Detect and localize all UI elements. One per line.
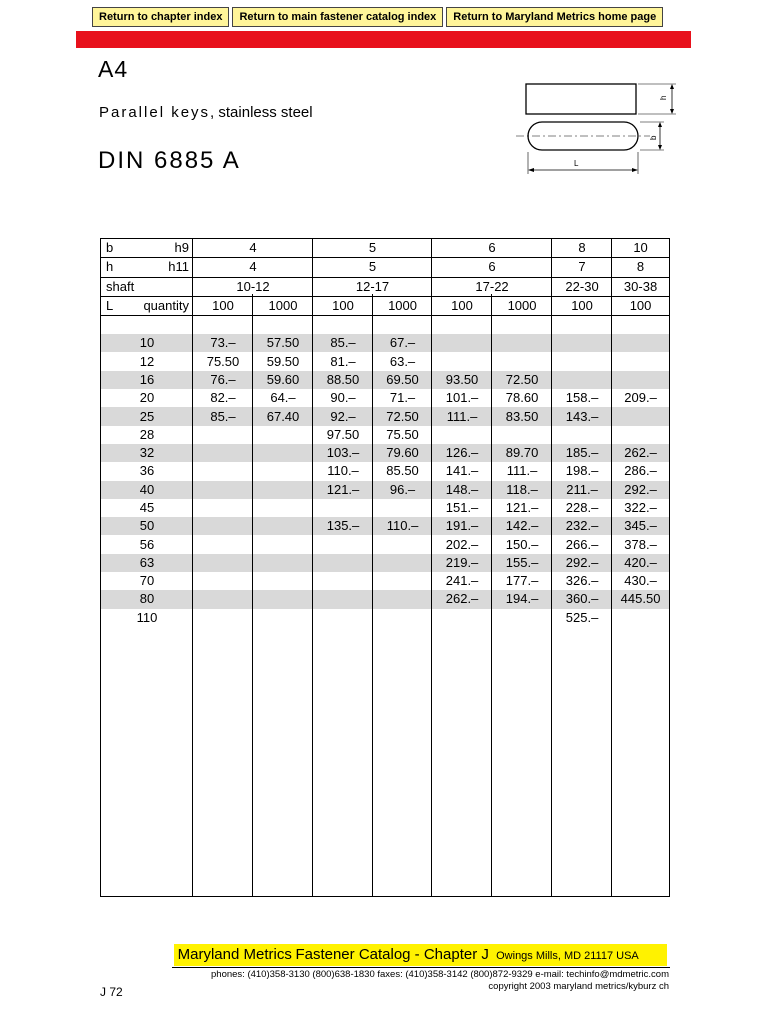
table-row	[101, 572, 669, 590]
price-cell	[552, 334, 612, 352]
price-cell: 73.–	[193, 334, 253, 352]
shaft-range-3: 17-22	[432, 277, 552, 296]
footer-copyright: copyright 2003 maryland metrics/kyburz ch	[488, 981, 669, 992]
price-cell: 96.–	[373, 481, 432, 499]
parallel-key-drawing	[514, 80, 684, 176]
label-h: h h11	[101, 258, 193, 277]
price-cell	[552, 352, 612, 370]
b-size-6: 6	[432, 239, 552, 258]
price-cell: 85.–	[313, 334, 373, 352]
length-cell: 10	[101, 334, 193, 352]
subtitle-product: Parallel keys	[99, 104, 211, 121]
price-cell: 345.–	[612, 517, 669, 535]
price-cell: 82.–	[210, 390, 236, 406]
price-cell: 111.–	[506, 463, 538, 479]
price-cell: 148.–	[432, 481, 492, 499]
price-cell: 420.–	[612, 554, 669, 572]
price-cell: 79.60	[373, 444, 432, 462]
price-cell	[313, 590, 373, 608]
price-cell	[193, 462, 253, 480]
row-shaft	[101, 277, 669, 296]
shaft-range-2: 12-17	[313, 277, 432, 296]
qty-col-5: 100	[432, 296, 492, 315]
h-size-6: 6	[432, 258, 552, 277]
price-cell: 76.–	[193, 371, 253, 389]
length-cell: 25	[101, 407, 193, 425]
qty-col-2: 1000	[253, 296, 313, 315]
price-cell	[373, 499, 432, 517]
price-cell: 69.50	[373, 371, 432, 389]
price-cell	[552, 426, 612, 444]
price-cell	[193, 590, 253, 608]
price-cell: 83.50	[492, 407, 552, 425]
price-cell: 378.–	[624, 536, 657, 552]
price-cell	[432, 352, 492, 370]
price-cell: 59.60	[253, 371, 313, 389]
row-height-h	[101, 258, 669, 277]
price-cell	[432, 426, 492, 444]
price-cell: 67.40	[253, 407, 313, 425]
qty-col-6: 1000	[492, 296, 552, 315]
catalog-index-link[interactable]: Return to main fastener catalog index	[232, 7, 443, 27]
table-row	[101, 517, 669, 535]
price-cell	[313, 554, 373, 572]
price-cell: 262.–	[612, 444, 669, 462]
price-cell	[612, 371, 669, 389]
price-cell: 85.–	[193, 407, 253, 425]
h-size-5: 5	[313, 258, 432, 277]
price-cell: 78.60	[505, 390, 539, 406]
price-cell: 72.50	[492, 371, 552, 389]
price-cell: 89.70	[492, 444, 552, 462]
price-cell	[193, 517, 253, 535]
length-cell: 110	[136, 609, 158, 625]
price-cell	[253, 499, 313, 517]
length-cell: 56	[139, 536, 155, 552]
price-cell	[193, 572, 253, 590]
price-cell: 63.–	[389, 353, 416, 369]
table-row	[101, 499, 669, 517]
price-cell: 75.50	[206, 353, 240, 369]
footer-catalog: Fastener Catalog - Chapter J	[295, 946, 489, 963]
price-cell	[193, 535, 253, 553]
footer-company: Maryland Metrics	[177, 946, 292, 963]
price-cell: 71.–	[389, 390, 416, 406]
label-length-quantity: L quantity	[101, 296, 193, 315]
height-label: h	[659, 95, 668, 100]
product-subtitle	[99, 104, 313, 121]
price-cell: 292.–	[552, 554, 612, 572]
price-cell: 445.50	[612, 590, 669, 608]
price-cell	[373, 535, 432, 553]
price-cell: 101.–	[445, 390, 479, 406]
price-cell: 67.–	[373, 334, 432, 352]
b-size-4: 4	[193, 239, 313, 258]
length-cell: 50	[101, 517, 193, 535]
b-size-5: 5	[313, 239, 432, 258]
red-divider-bar	[76, 31, 691, 48]
table-row	[101, 535, 669, 553]
table-row	[101, 481, 669, 499]
price-cell: 211.–	[552, 481, 612, 499]
price-cell: 430.–	[624, 573, 657, 589]
price-cell: 142.–	[492, 517, 552, 535]
price-cell: 88.50	[313, 371, 373, 389]
qty-col-4: 1000	[373, 296, 432, 315]
price-cell: 90.–	[330, 390, 356, 406]
b-size-10: 10	[612, 239, 669, 258]
price-cell	[253, 426, 313, 444]
table-row	[101, 352, 669, 370]
h-size-4: 4	[193, 258, 313, 277]
spacer-row	[101, 316, 669, 335]
label-shaft: shaft	[101, 277, 193, 296]
table-row	[101, 609, 669, 627]
price-cell	[193, 444, 253, 462]
price-cell	[612, 609, 669, 627]
footer-rule	[172, 967, 670, 968]
price-cell	[313, 499, 373, 517]
price-table	[101, 239, 669, 627]
price-cell: 155.–	[492, 554, 552, 572]
grade-title: A4	[98, 56, 129, 82]
price-cell: 121.–	[505, 500, 539, 515]
price-cell: 135.–	[313, 517, 373, 535]
price-cell: 103.–	[313, 444, 373, 462]
price-cell: 75.50	[386, 426, 419, 442]
price-cell	[373, 572, 432, 590]
row-width-b	[101, 239, 669, 258]
price-cell	[253, 444, 313, 462]
table-row	[101, 462, 669, 480]
qty-col-3: 100	[313, 296, 373, 315]
price-cell: 360.–	[552, 590, 612, 608]
home-page-link[interactable]: Return to Maryland Metrics home page	[446, 7, 663, 27]
length-cell: 12	[139, 353, 155, 369]
price-cell: 143.–	[552, 407, 612, 425]
price-cell	[492, 352, 552, 370]
price-cell	[552, 371, 612, 389]
shaft-range-5: 30-38	[612, 277, 669, 296]
price-cell	[253, 535, 313, 553]
length-cell: 28	[139, 426, 155, 442]
length-label: L	[574, 159, 579, 168]
length-cell: 32	[101, 444, 193, 462]
length-cell: 40	[101, 481, 193, 499]
price-cell: 158.–	[565, 390, 599, 406]
price-cell	[253, 609, 313, 627]
price-cell	[373, 554, 432, 572]
price-cell	[253, 462, 313, 480]
price-cell	[492, 334, 552, 352]
price-cell	[313, 609, 373, 627]
price-cell	[432, 334, 492, 352]
price-cell: 228.–	[565, 500, 599, 515]
table-row	[101, 444, 669, 462]
price-cell	[193, 481, 253, 499]
price-cell: 262.–	[432, 590, 492, 608]
price-cell: 64.–	[270, 390, 296, 406]
price-cell: 177.–	[505, 573, 539, 589]
price-cell	[313, 535, 373, 553]
length-cell: 16	[101, 371, 193, 389]
price-cell: 232.–	[552, 517, 612, 535]
price-cell	[612, 407, 669, 425]
price-cell: 219.–	[432, 554, 492, 572]
footer-contacts: phones: (410)358-3130 (800)638-1830 faxes: (410)358-3142 (800)872-9329 e-mail: techinfo@mdmetric.com	[211, 969, 669, 980]
price-cell	[492, 609, 552, 627]
price-cell: 59.50	[266, 353, 300, 369]
price-cell: 72.50	[373, 407, 432, 425]
shaft-range-1: 10-12	[193, 277, 313, 296]
price-cell: 126.–	[432, 444, 492, 462]
price-cell: 194.–	[492, 590, 552, 608]
price-cell	[253, 572, 313, 590]
price-cell	[253, 517, 313, 535]
price-cell	[492, 426, 552, 444]
h-size-8: 8	[612, 258, 669, 277]
length-cell: 70	[139, 573, 155, 589]
price-cell	[253, 481, 313, 499]
price-cell	[612, 352, 669, 370]
length-cell: 45	[139, 500, 155, 515]
price-table-frame	[100, 238, 670, 897]
table-row	[101, 334, 669, 352]
qty-col-7: 100	[552, 296, 612, 315]
price-cell: 93.50	[432, 371, 492, 389]
price-cell: 266.–	[565, 536, 599, 552]
price-cell	[193, 609, 253, 627]
shaft-range-4: 22-30	[552, 277, 612, 296]
table-row	[101, 371, 669, 389]
chapter-index-link[interactable]: Return to chapter index	[92, 7, 229, 27]
table-row	[101, 554, 669, 572]
price-cell	[193, 499, 253, 517]
price-cell: 525.–	[565, 609, 599, 625]
qty-col-8: 100	[612, 296, 669, 315]
length-cell: 20	[139, 390, 155, 406]
price-cell	[253, 554, 313, 572]
price-cell: 121.–	[313, 481, 373, 499]
footer-location: Owings Mills, MD 21117 USA	[496, 950, 639, 962]
price-cell: 292.–	[612, 481, 669, 499]
table-row	[101, 426, 669, 444]
table-row	[101, 407, 669, 425]
price-cell: 92.–	[313, 407, 373, 425]
price-cell	[193, 426, 253, 444]
h-size-7: 7	[552, 258, 612, 277]
price-cell: 118.–	[492, 481, 552, 499]
b-size-8: 8	[552, 239, 612, 258]
price-cell	[612, 426, 669, 444]
footer-banner	[174, 944, 667, 966]
width-label: b	[649, 135, 658, 140]
price-cell	[313, 572, 373, 590]
price-cell	[193, 554, 253, 572]
price-cell: 151.–	[445, 500, 479, 515]
price-cell: 141.–	[445, 463, 479, 479]
row-quantity	[101, 296, 669, 315]
price-cell: 111.–	[432, 407, 492, 425]
price-cell: 191.–	[432, 517, 492, 535]
price-cell	[373, 590, 432, 608]
price-cell: 185.–	[552, 444, 612, 462]
price-cell	[373, 609, 432, 627]
price-cell: 198.–	[565, 463, 599, 479]
price-cell	[432, 609, 492, 627]
price-cell: 241.–	[445, 573, 479, 589]
length-cell: 80	[101, 590, 193, 608]
price-cell: 110.–	[327, 463, 359, 479]
price-cell: 326.–	[565, 573, 599, 589]
qty-col-1: 100	[193, 296, 253, 315]
price-rows	[101, 334, 669, 627]
length-cell: 36	[139, 463, 155, 479]
table-row	[101, 590, 669, 608]
nav-bar	[92, 7, 663, 27]
page-number: J 72	[100, 985, 123, 999]
price-cell: 286.–	[624, 463, 657, 479]
price-cell: 322.–	[624, 500, 657, 515]
price-cell	[253, 590, 313, 608]
price-cell: 85.50	[386, 463, 419, 479]
price-cell: 202.–	[445, 536, 479, 552]
price-cell: 150.–	[505, 536, 539, 552]
price-cell: 81.–	[330, 353, 356, 369]
table-row	[101, 389, 669, 407]
label-b: b h9	[101, 239, 193, 258]
price-cell: 110.–	[373, 517, 432, 535]
subtitle-material: , stainless steel	[210, 104, 313, 121]
length-cell: 63	[101, 554, 193, 572]
standard-title: DIN 6885 A	[98, 147, 241, 174]
price-cell	[612, 334, 669, 352]
price-cell: 209.–	[624, 390, 657, 406]
price-cell: 57.50	[253, 334, 313, 352]
price-cell: 97.50	[326, 426, 360, 442]
